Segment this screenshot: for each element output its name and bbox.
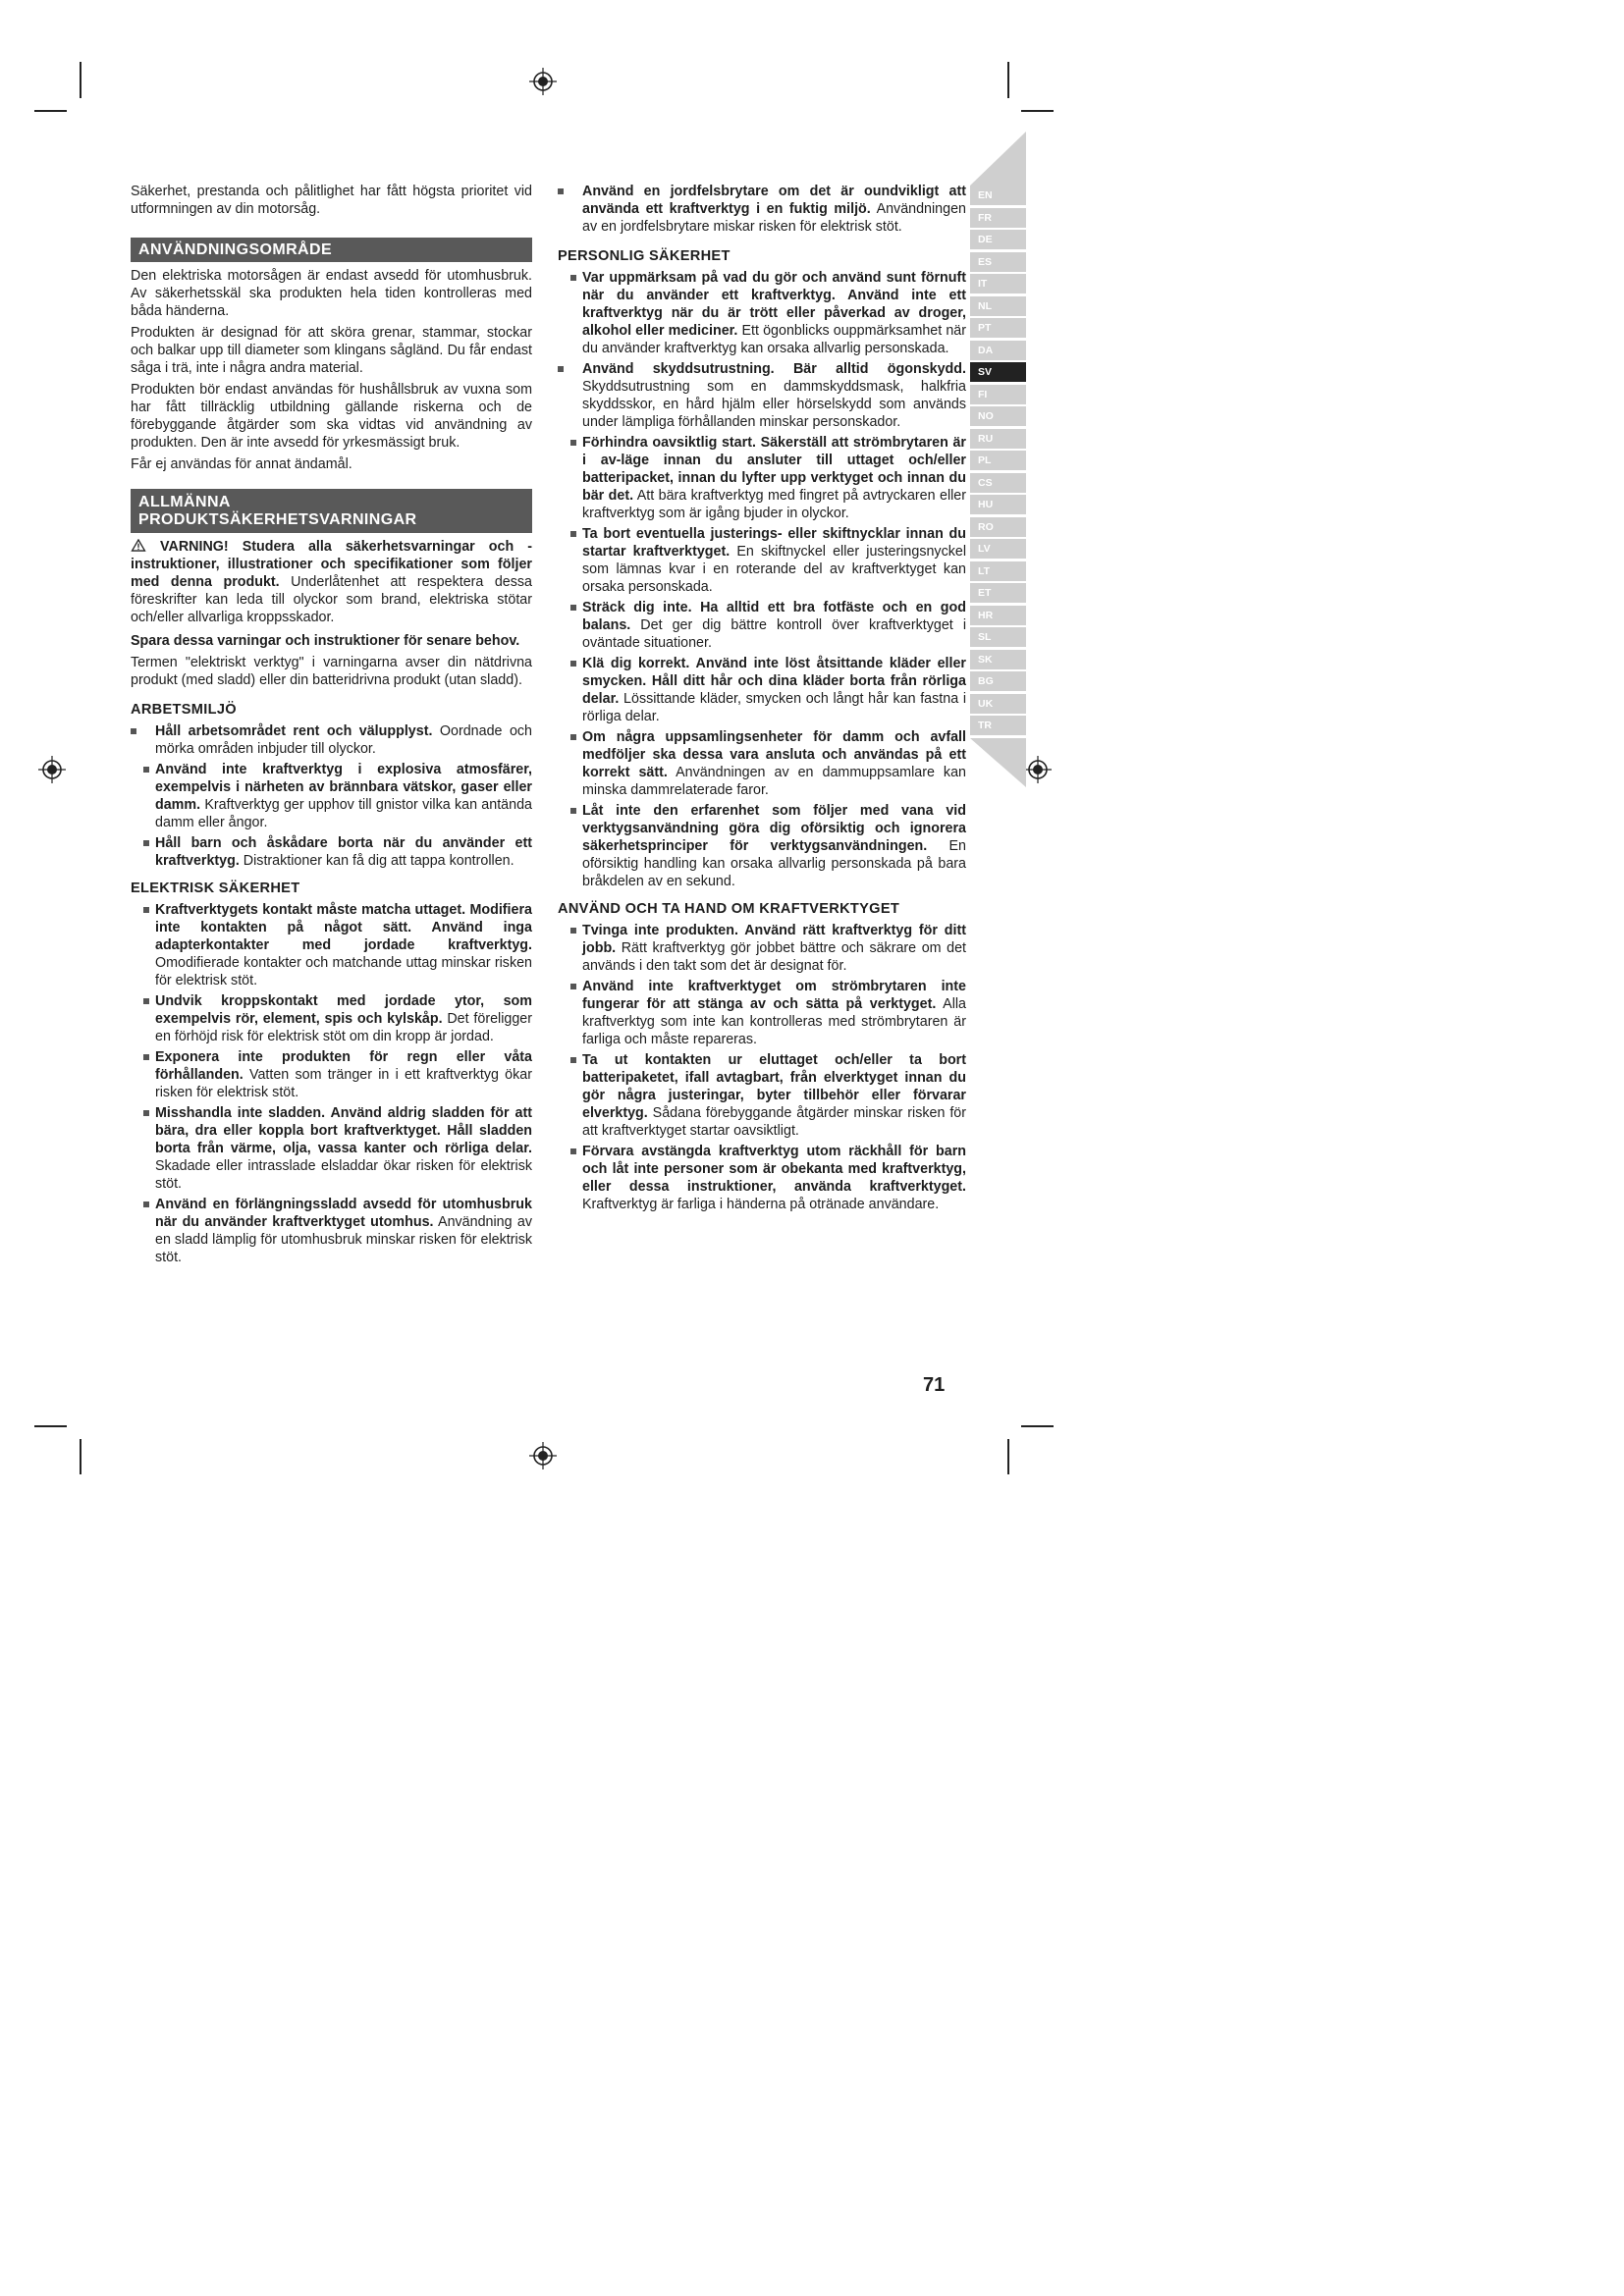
item-bold: Tvinga inte produkten. Använd rätt kraftverktyg för ditt jobb. [582, 923, 966, 956]
page-number: 71 [923, 1374, 946, 1396]
use-care-heading: ANVÄND OCH TA HAND OM KRAFTVERKTYGET [558, 901, 900, 917]
list-item [558, 525, 966, 596]
left-column [131, 183, 532, 1269]
general-title-line1: ALLMÄNNA [138, 494, 231, 510]
item-bold: Använd en jordfelsbrytare om det är oundvikligt att använda ett kraftverktyg i en fuktig miljö. [582, 184, 966, 217]
lang-tab-uk: UK [970, 694, 1026, 714]
lang-tab-hr: HR [970, 606, 1026, 625]
item-text: En skiftnyckel eller justeringsnyckel som lämnas kvar i en roterande del av kraftverktyget kan orsaka personskada. [582, 544, 966, 595]
lang-tab-tr: TR [970, 716, 1026, 735]
crop-mark [80, 62, 81, 98]
lang-tab-pt: PT [970, 318, 1026, 338]
crop-mark [1007, 1439, 1009, 1474]
item-bold: Klä dig korrekt. Använd inte löst åtsittande kläder eller smycken. Håll ditt hår och dina kläder borta från rörliga delar. [582, 656, 966, 707]
item-text: Distraktioner kan få dig att tappa kontrollen. [239, 853, 514, 869]
item-bold: Förvara avstängda kraftverktyg utom räckhåll för barn och låt inte personer som är obekanta med kraftverktyg, eller dessa instruktioner, använda kraftverktyget. [582, 1144, 966, 1195]
usage-section-title: ANVÄNDNINGSOMRÅDE [131, 238, 532, 262]
general-section-title [131, 489, 532, 533]
list-item [131, 761, 532, 831]
list-item [131, 992, 532, 1045]
item-bold: Använd inte kraftverktyget om strömbrytaren inte fungerar för att stänga av och sätta på verktyget. [582, 979, 966, 1012]
lang-tab-da: DA [970, 341, 1026, 360]
registration-mark-icon [529, 1442, 557, 1469]
item-text: Sådana förebyggande åtgärder minskar risken för att kraftverktyget startar oavsiktligt. [582, 1105, 966, 1139]
list-item [131, 1048, 532, 1101]
term-definition: Termen "elektriskt verktyg" i varningarna avser din nätdrivna produkt (med sladd) eller din batteridrivna produkt (utan sladd). [131, 655, 532, 688]
tab-top-triangle [970, 132, 1026, 186]
lang-tab-fi: FI [970, 385, 1026, 404]
lang-tab-sv: SV [970, 362, 1026, 382]
intro-text: Säkerhet, prestanda och pålitlighet har fått högsta prioritet vid utformningen av din motorsåg. [131, 184, 532, 217]
item-text: Ett ögonblicks ouppmärksamhet när du använder kraftverktyg kan orsaka allvarlig personskada. [582, 323, 967, 356]
item-bold: Kraftverktygets kontakt måste matcha uttaget. Modifiera inte kontakten på något sätt. Använd inga adapterkontakter med jordade kraftverktyg. [155, 902, 532, 953]
item-bold: Om några uppsamlingsenheter för damm och avfall medföljer ska dessa vara ansluta och användas på ett korrekt sätt. [582, 729, 966, 780]
item-bold: Håll arbetsområdet rent och välupplyst. [155, 723, 433, 739]
lang-tab-bg: BG [970, 671, 1026, 691]
warning-text: Underlåtenhet att respektera dessa föreskrifter kan leda till olyckor som brand, elektriska stötar och/eller allvarliga kroppsskador. [131, 574, 532, 625]
right-column [558, 183, 966, 1216]
list-item [558, 1143, 966, 1213]
lang-tab-ro: RO [970, 517, 1026, 537]
personal-heading: PERSONLIG SÄKERHET [558, 248, 731, 264]
list-item [131, 834, 532, 870]
electrical-heading: ELEKTRISK SÄKERHET [131, 881, 300, 896]
lang-tab-sk: SK [970, 650, 1026, 669]
item-text: Lössittande kläder, smycken och långt hår kan fastna i rörliga delar. [582, 691, 966, 724]
item-text: Alla kraftverktyg som inte kan kontrolleras med strömbrytaren är farliga och måste repareras. [582, 996, 966, 1047]
item-text: Användningen av en jordfelsbrytare miskar risken för elektrisk stöt. [582, 201, 966, 235]
item-bold: Låt inte den erfarenhet som följer med vana vid verktygsanvändning göra dig oförsiktig och ignorera säkerhetsprinciper för verktygsanvändningen. [582, 803, 966, 854]
item-text: Det föreligger en förhöjd risk för elektrisk stöt om din kropp är jordad. [155, 1011, 532, 1044]
list-item [558, 1051, 966, 1140]
crop-mark [34, 1425, 67, 1427]
registration-mark-icon [1024, 756, 1052, 783]
lang-tab-pl: PL [970, 451, 1026, 470]
item-text: Kraftverktyg ger upphov till gnistor vilka kan antända damm eller ångor. [155, 797, 532, 830]
item-bold: Håll barn och åskådare borta när du använder ett kraftverktyg. [155, 835, 532, 869]
lang-tab-nl: NL [970, 296, 1026, 316]
item-bold: Använd en förlängningssladd avsedd för utomhusbruk när du använder kraftverktyget utomhus. [155, 1197, 532, 1230]
usage-paragraph: Produkten bör endast användas för hushållsbruk av vuxna som har fått tillräcklig utbildning gällande riskerna och de förebyggande åtgärder som ska vidtas vid användning av produkten. Den är inte avsedd för yrkesmässigt bruk. [131, 382, 532, 451]
item-bold: Undvik kroppskontakt med jordade ytor, som exempelvis rör, element, spis och kylskåp. [155, 993, 532, 1027]
item-bold: Förhindra oavsiktlig start. Säkerställ att strömbrytaren är i av-läge innan du ansluter till uttaget och/eller batteripacket, innan du lyfter upp verktyget och innan du bär det. [582, 435, 966, 504]
list-item [558, 922, 966, 975]
lang-tab-no: NO [970, 406, 1026, 426]
item-bold: Ta ut kontakten ur eluttaget och/eller ta bort batteripaketet, ifall avtagbart, från elverktyget innan du gör några justeringar, byter tillbehör eller förvarar elverktyg. [582, 1052, 966, 1121]
warning-bold: VARNING! Studera alla säkerhetsvarningar och -instruktioner, illustrationer och specifikationer som följer med denna produkt. [131, 539, 532, 590]
item-text: Rätt kraftverktyg gör jobbet bättre och säkrare om det används i den takt som det är designat för. [582, 940, 966, 974]
tab-bottom-triangle [970, 738, 1026, 787]
electrical-list [131, 901, 532, 1266]
list-item [558, 728, 966, 799]
list-item [558, 978, 966, 1048]
list-item [131, 901, 532, 989]
lang-tab-es: ES [970, 252, 1026, 272]
registration-mark-icon [529, 68, 557, 95]
list-item [558, 269, 966, 357]
item-text: Omodifierade kontakter och matchande uttag minskar risken för elektrisk stöt. [155, 955, 532, 988]
language-tabs [970, 186, 1026, 738]
crop-mark [34, 110, 67, 112]
crop-mark [80, 1439, 81, 1474]
item-bold: Exponera inte produkten för regn eller våta förhållanden. [155, 1049, 532, 1083]
lang-tab-fr: FR [970, 208, 1026, 228]
usage-paragraph: Den elektriska motorsågen är endast avsedd för utomhusbruk. Av säkerhetsskäl ska produkten hela tiden kontrolleras med båda händerna. [131, 268, 532, 319]
item-text: Användning av en sladd lämplig för utomhusbruk minskar risken för elektrisk stöt. [155, 1214, 532, 1265]
save-instructions: Spara dessa varningar och instruktioner för senare behov. [131, 633, 520, 649]
lang-tab-de: DE [970, 230, 1026, 249]
list-item [131, 722, 532, 758]
item-bold: Använd skyddsutrustning. Bär alltid ögonskydd. [582, 361, 966, 377]
lang-tab-lv: LV [970, 539, 1026, 559]
lang-tab-hu: HU [970, 495, 1026, 514]
use-care-list [558, 922, 966, 1213]
lang-tab-lt: LT [970, 561, 1026, 581]
lang-tab-it: IT [970, 274, 1026, 294]
item-text: Oordnade och mörka områden inbjuder till olyckor. [155, 723, 532, 757]
lang-tab-sl: SL [970, 627, 1026, 647]
crop-mark [1007, 62, 1009, 98]
work-area-list [131, 722, 532, 870]
item-bold: Var uppmärksam på vad du gör och använd sunt förnuft när du använder ett kraftverktyg. Använd inte ett kraftverktyg när du är trött eller påverkad av droger, alkohol eller mediciner. [582, 270, 966, 339]
list-item [558, 183, 966, 236]
item-text: Användningen av en dammuppsamlare kan minska dammrelaterade faror. [582, 765, 966, 798]
item-bold: Sträck dig inte. Ha alltid ett bra fotfäste och en god balans. [582, 600, 966, 633]
lang-tab-et: ET [970, 583, 1026, 603]
item-text: Vatten som tränger in i ett kraftverktyg ökar risken för elektrisk stöt. [155, 1067, 532, 1100]
usage-paragraph: Får ej användas för annat ändamål. [131, 456, 352, 472]
list-item [558, 599, 966, 652]
warning-triangle-icon [131, 539, 146, 552]
item-text: En oförsiktig handling kan orsaka allvarlig personskada på bara bråkdelen av en sekund. [582, 838, 966, 889]
general-title-line2: PRODUKTSÄKERHETSVARNINGAR [138, 511, 417, 528]
usage-paragraph: Produkten är designad för att sköra grenar, stammar, stockar och balkar upp till diameter som klingans sågländ. Du får endast såga i trä, inte i några andra material. [131, 325, 532, 376]
list-item [558, 434, 966, 522]
crop-mark [1021, 1425, 1054, 1427]
list-item [131, 1196, 532, 1266]
item-text: Skadade eller intrasslade elsladdar ökar risken för elektrisk stöt. [155, 1158, 532, 1192]
warning-paragraph [131, 538, 532, 626]
item-bold: Använd inte kraftverktyg i explosiva atmosfärer, exempelvis i närheten av brännbara vätskor, gaser eller damm. [155, 762, 532, 813]
list-item [131, 1104, 532, 1193]
item-text: Att bära kraftverktyg med fingret på avtryckaren eller kraftverktyg som är igång bjuder in olyckor. [582, 488, 967, 521]
list-item [558, 655, 966, 725]
personal-list [558, 269, 966, 890]
crop-mark [1021, 110, 1054, 112]
item-text: Det ger dig bättre kontroll över kraftverktyget i oväntade situationer. [582, 617, 966, 651]
lang-tab-cs: CS [970, 473, 1026, 493]
lang-tab-en: EN [970, 186, 1026, 205]
registration-mark-icon [38, 756, 66, 783]
lang-tab-ru: RU [970, 429, 1026, 449]
item-text: Skyddsutrustning som en dammskyddsmask, halkfria skyddsskor, en hård hjälm eller hörselskydd som används under lämpliga förhållanden minskar personskador. [582, 379, 966, 430]
item-text: Kraftverktyg är farliga i händerna på otränade användare. [582, 1197, 940, 1212]
work-area-heading: ARBETSMILJÖ [131, 702, 237, 718]
item-bold: Misshandla inte sladden. Använd aldrig sladden för att bära, dra eller koppla bort kraftverktyget. Håll sladden borta från värme, olja, vassa kanter och rörliga delar. [155, 1105, 532, 1156]
list-item [558, 360, 966, 431]
item-bold: Ta bort eventuella justerings- eller skiftnycklar innan du startar kraftverktyget. [582, 526, 966, 560]
list-item [558, 802, 966, 890]
